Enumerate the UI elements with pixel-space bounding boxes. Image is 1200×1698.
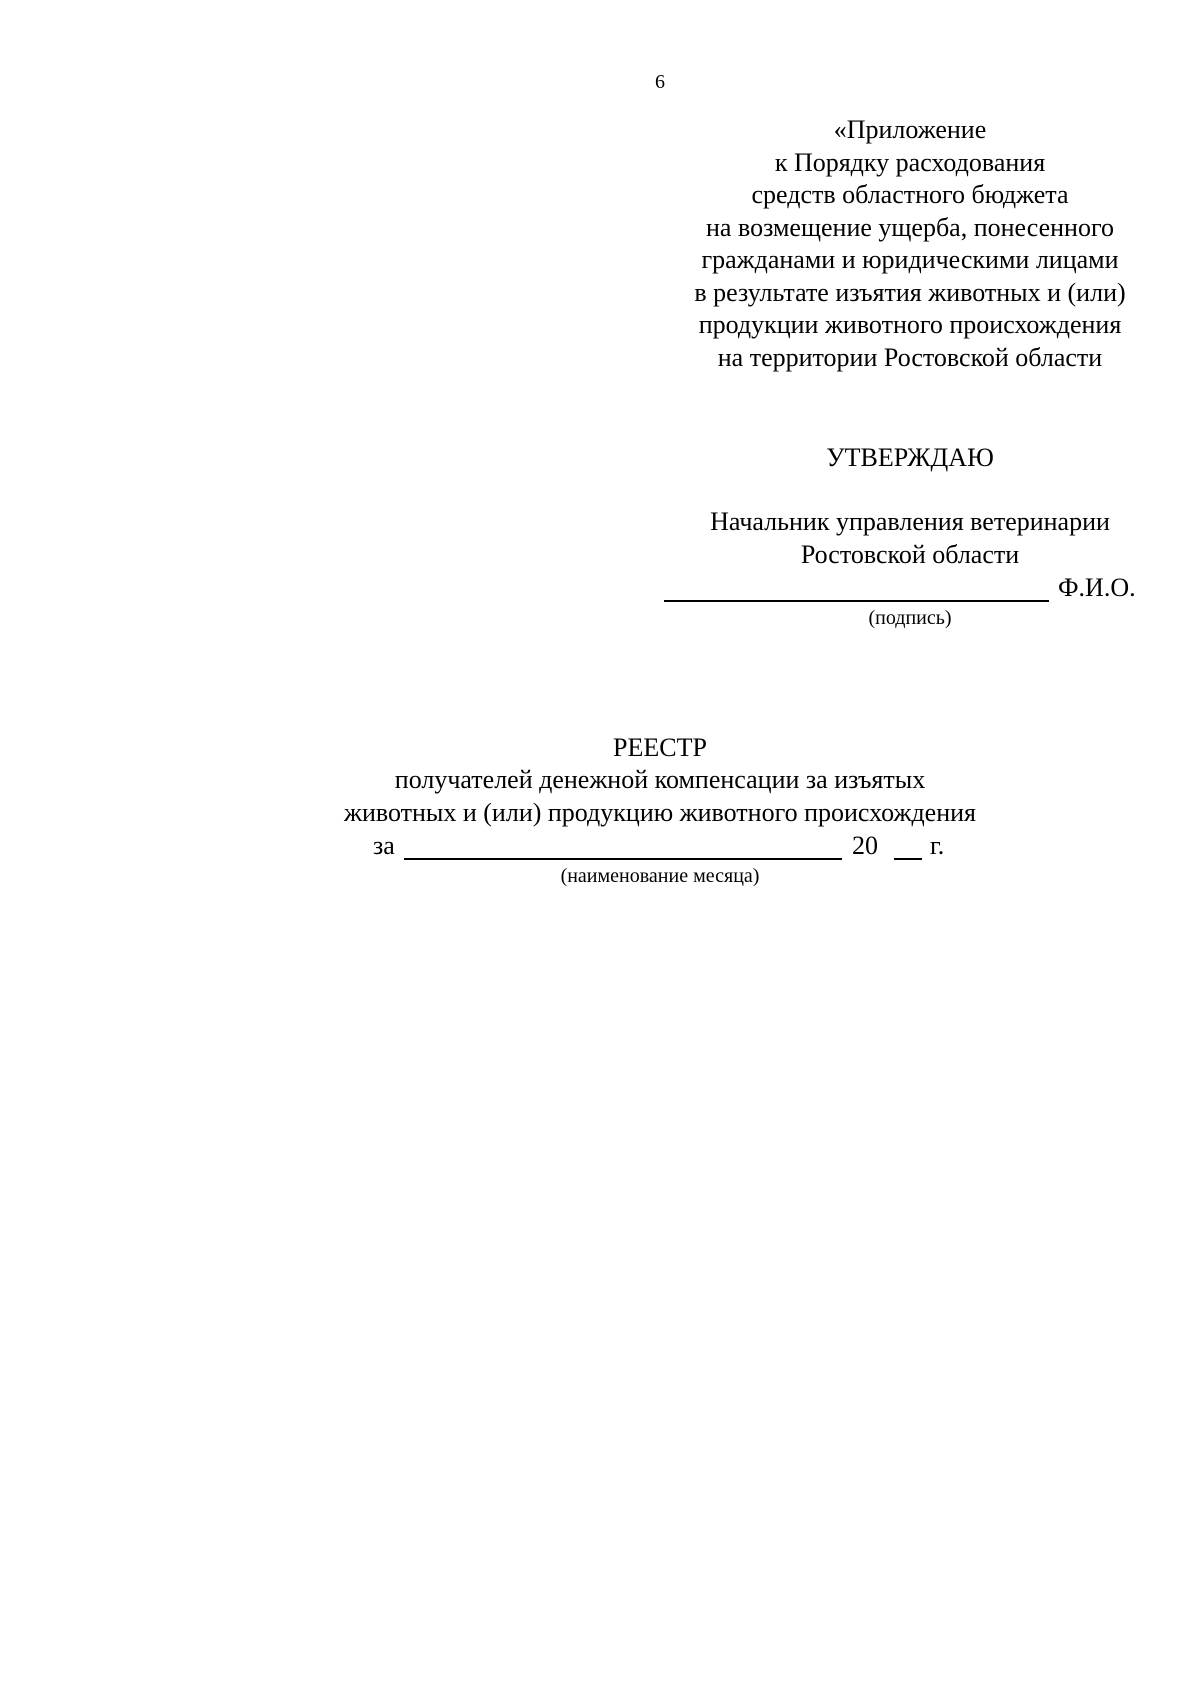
official-position-line: Ростовской области [800, 539, 1020, 569]
appendix-line: средств областного бюджета [751, 180, 1069, 209]
appendix-line: «Приложение [833, 115, 987, 144]
year-suffix: г. [930, 831, 945, 860]
registry-period [300, 830, 1020, 862]
period-prefix: за [373, 831, 395, 860]
registry-subtitle-line: животных и (или) продукцию животного происхождения [343, 797, 977, 827]
appendix-line: гражданами и юридическими лицами [701, 245, 1119, 274]
appendix-line: в результате изъятия животных и (или) [694, 277, 1126, 307]
name-label: Ф.И.О. [1058, 573, 1136, 602]
year-blank-line [894, 858, 922, 860]
registry-subtitle-line: получателей денежной компенсации за изъятых [394, 765, 926, 794]
appendix-line: на возмещение ущерба, понесенного [706, 212, 1114, 242]
month-caption: (наименование месяца) [560, 865, 760, 887]
appendix-header [660, 114, 1160, 374]
appendix-line: на территории Ростовской области [717, 342, 1103, 372]
appendix-line: к Порядку расходования [774, 147, 1046, 177]
page-number: 6 [655, 71, 665, 93]
appendix-line: продукции животного происхождения [698, 310, 1122, 339]
year-prefix: 20 [852, 831, 878, 860]
official-position-line: Начальник управления ветеринарии [710, 507, 1110, 536]
approval-heading: УТВЕРЖДАЮ [826, 443, 994, 472]
signature-caption: (подпись) [868, 607, 952, 629]
signature-line [664, 600, 1049, 602]
approving-official [660, 506, 1160, 571]
registry-title: РЕЕСТР [613, 733, 707, 762]
month-blank-line [404, 858, 842, 860]
registry-subtitle [300, 764, 1020, 829]
